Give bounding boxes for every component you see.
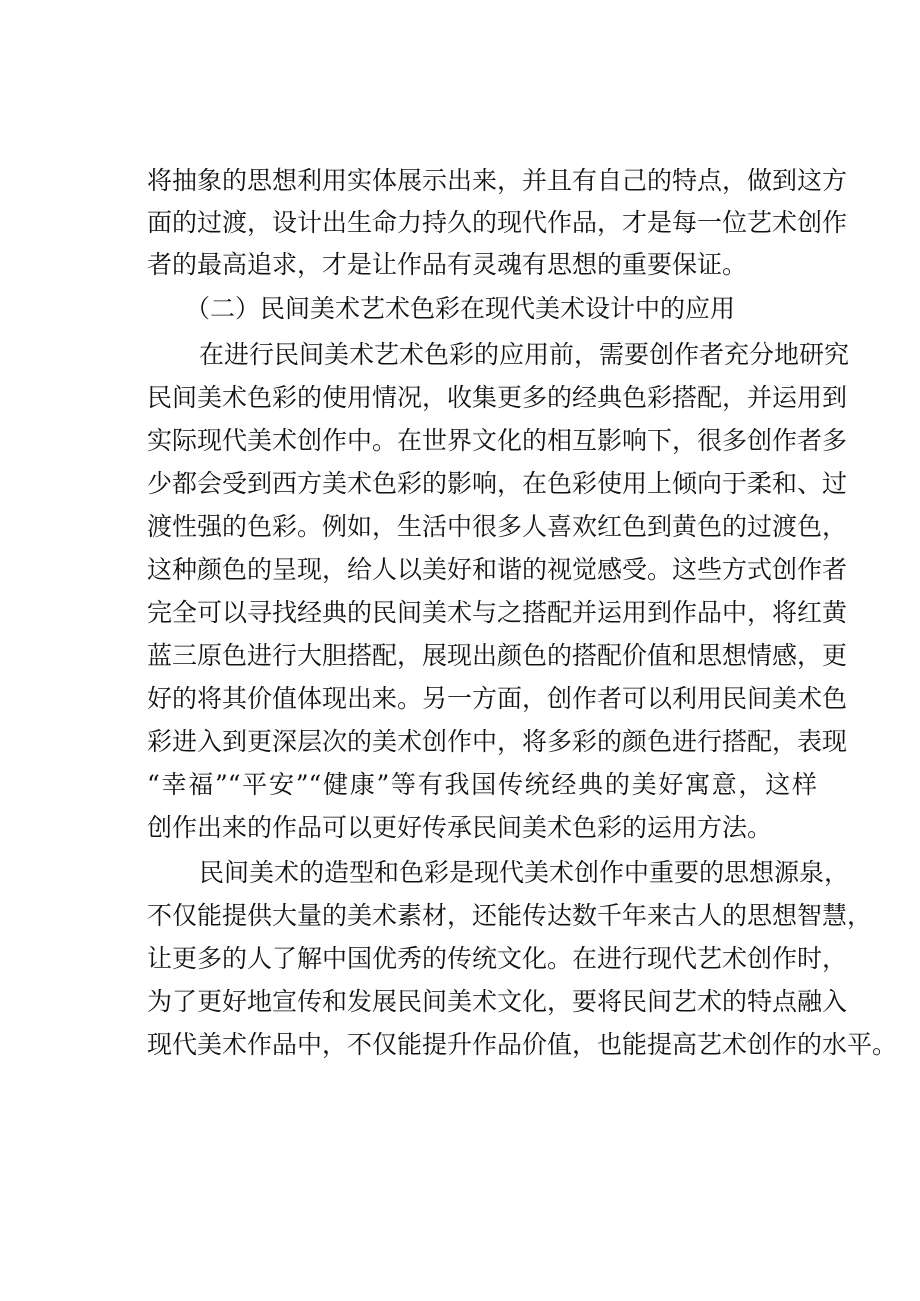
para3-line-3: 让更多的人了解中国优秀的传统文化。在进行现代艺术创作时， (147, 944, 848, 973)
para2-line-9: 好的将其价值体现出来。另一方面，创作者可以利用民间美术色 (147, 684, 848, 713)
para2-line-2: 民间美术色彩的使用情况，收集更多的经典色彩搭配，并运用到 (147, 383, 848, 412)
para2-line-10: 彩进入到更深层次的美术创作中，将多彩的颜色进行搭配，表现 (147, 727, 848, 756)
para3-line-1: 民间美术的造型和色彩是现代美术创作中重要的思想源泉， (199, 858, 850, 887)
para3-line-5: 现代美术作品中，不仅能提升作品价值，也能提高艺术创作的水平。 (147, 1030, 898, 1059)
para1-line-1: 将抽象的思想利用实体展示出来，并且有自己的特点，做到这方 (147, 166, 848, 195)
para2-line-3: 实际现代美术创作中。在世界文化的相互影响下，很多创作者多 (147, 426, 848, 455)
para2-line-12: 创作出来的作品可以更好传承民间美术色彩的运用方法。 (147, 813, 773, 842)
para3-line-2: 不仅能提供大量的美术素材，还能传达数千年来古人的思想智慧， (147, 901, 873, 930)
para2-line-8: 蓝三原色进行大胆搭配，展现出颜色的搭配价值和思想情感，更 (147, 641, 848, 670)
para3-line-4: 为了更好地宣传和发展民间美术文化，要将民间艺术的特点融入 (147, 987, 848, 1016)
para1-line-3: 者的最高追求，才是让作品有灵魂有思想的重要保证。 (147, 250, 748, 279)
para2-line-1: 在进行民间美术艺术色彩的应用前，需要创作者充分地研究 (199, 340, 850, 369)
para2-line-5: 渡性强的色彩。例如，生活中很多人喜欢红色到黄色的过渡色， (147, 512, 848, 541)
para2-line-6: 这种颜色的呈现，给人以美好和谐的视觉感受。这些方式创作者 (147, 555, 848, 584)
section-heading: （二）民间美术艺术色彩在现代美术设计中的应用 (184, 294, 735, 323)
para2-line-4: 少都会受到西方美术色彩的影响，在色彩使用上倾向于柔和、过 (147, 469, 848, 498)
para2-line-7: 完全可以寻找经典的民间美术与之搭配并运用到作品中，将红黄 (147, 598, 848, 627)
para1-line-2: 面的过渡，设计出生命力持久的现代作品，才是每一位艺术创作 (147, 208, 848, 237)
para2-line-11: “幸福”“平安”“健康”等有我国传统经典的美好寓意，这样 (147, 770, 817, 799)
